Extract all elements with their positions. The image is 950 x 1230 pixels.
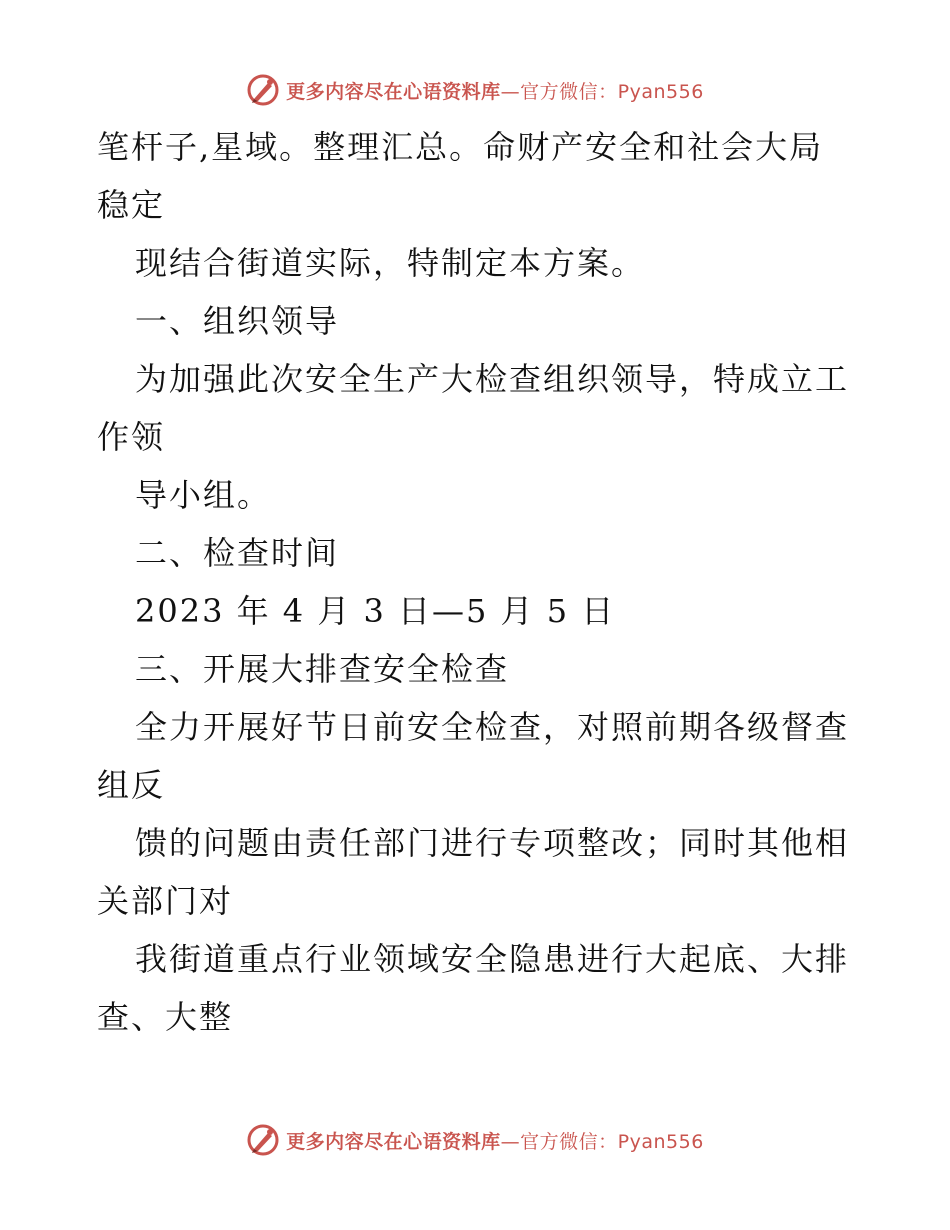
footer-watermark [0, 1120, 950, 1160]
document-line: 稳定 [97, 186, 166, 224]
header-watermark [0, 70, 950, 110]
header-wechat-text: 官方微信：Pyan556 [520, 80, 704, 103]
footer-watermark-text [286, 1127, 704, 1154]
header-site-text: 更多内容尽在心语资料库 [286, 80, 501, 103]
document-line: 查、大整 [97, 998, 234, 1036]
document-line: 全力开展好节日前安全检查，对照前期各级督查 [135, 708, 850, 746]
document-line: 关部门对 [97, 882, 234, 920]
pen-logo-icon [246, 73, 280, 107]
document-line: 二、检查时间 [135, 534, 340, 572]
document-line: 为加强此次安全生产大检查组织领导，特成立工 [135, 360, 850, 398]
document-line: 馈的问题由责任部门进行专项整改；同时其他相 [135, 824, 850, 862]
document-line: 笔杆子,星域。整理汇总。命财产安全和社会大局 [97, 128, 824, 166]
footer-site-text: 更多内容尽在心语资料库 [286, 1130, 501, 1153]
document-line: 三、开展大排查安全检查 [135, 650, 510, 688]
document-line: 作领 [97, 418, 166, 456]
header-watermark-text [286, 77, 704, 104]
document-line: 一、组织领导 [135, 302, 340, 340]
document-body [97, 118, 857, 1046]
document-line: 我街道重点行业领域安全隐患进行大起底、大排 [135, 940, 850, 978]
document-line: 2023 年 4 月 3 日—5 月 5 日 [135, 592, 616, 630]
document-line: 导小组。 [135, 476, 272, 514]
footer-dash: — [500, 1130, 521, 1153]
header-dash: — [500, 80, 521, 103]
document-line: 现结合街道实际，特制定本方案。 [135, 244, 646, 282]
footer-wechat-text: 官方微信：Pyan556 [520, 1130, 704, 1153]
document-line: 组反 [97, 766, 166, 804]
pen-logo-icon [246, 1123, 280, 1157]
